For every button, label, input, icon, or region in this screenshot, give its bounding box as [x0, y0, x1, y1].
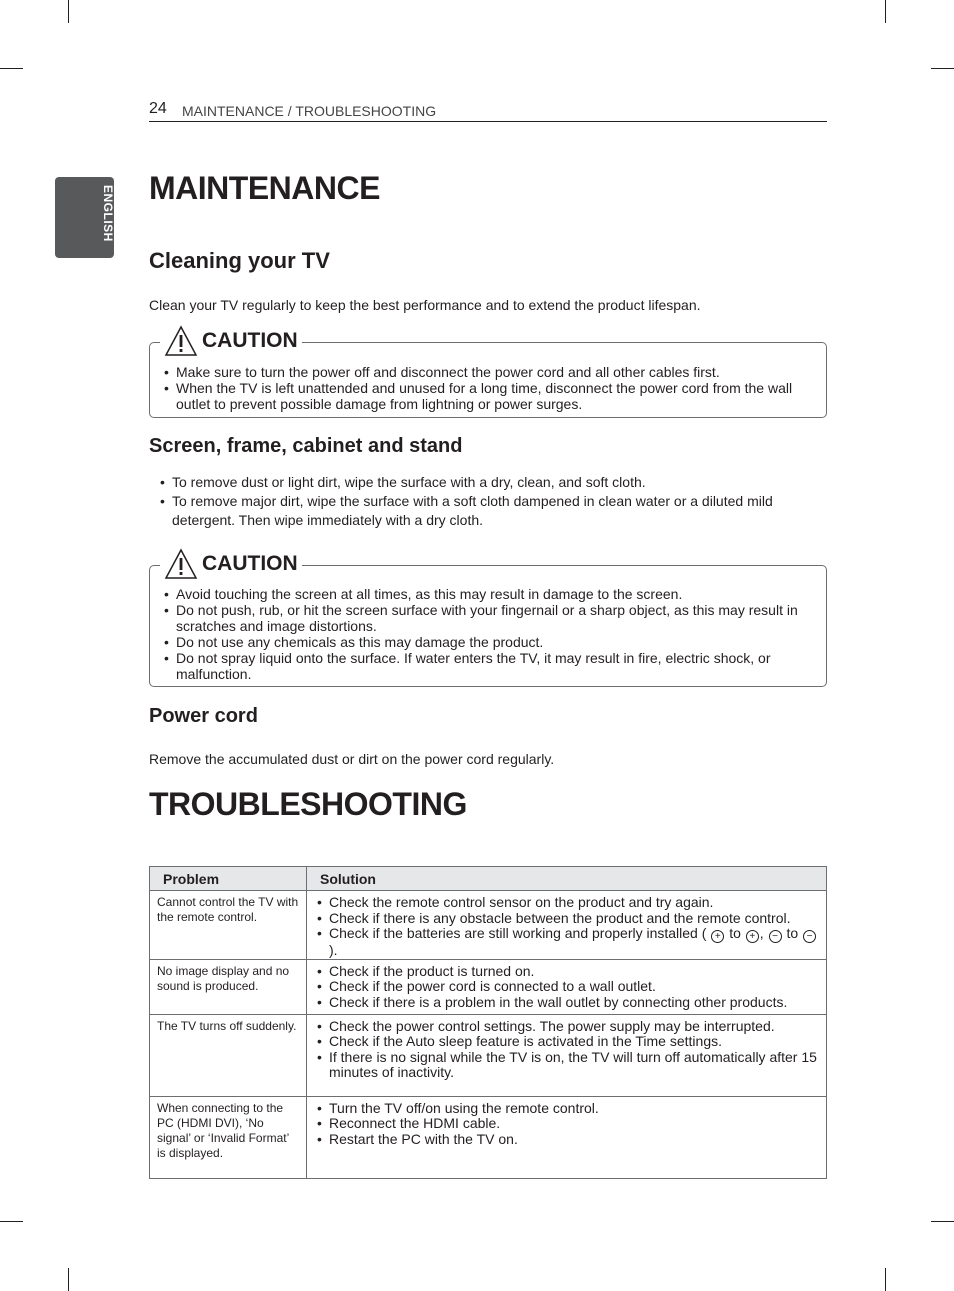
- column-header-problem: Problem: [150, 867, 307, 891]
- table-row: [150, 959, 827, 1014]
- list-item: • To remove major dirt, wipe the surface with a soft cloth dampened in clean water or a diluted mild detergent. Then wipe immediately with a dry cloth.: [160, 492, 815, 530]
- crop-mark: [931, 68, 954, 69]
- crop-mark: [885, 0, 886, 23]
- battery-to: to: [729, 925, 741, 941]
- table-header-row: [150, 867, 827, 891]
- table-row: [150, 891, 827, 960]
- solution-item: • Check if the batteries are still working and properly installed ( + to + , − to −).: [317, 926, 818, 959]
- cleaning-intro: Clean your TV regularly to keep the best performance and to extend the product lifespan.: [149, 297, 701, 313]
- caution-box: [149, 552, 827, 687]
- list-item: • To remove dust or light dirt, wipe the surface with a dry, clean, and soft cloth.: [160, 473, 815, 492]
- solution-item: • Check if the Auto sleep feature is activated in the Time settings.: [317, 1034, 818, 1050]
- problem-cell: Cannot control the TV with the remote control.: [150, 891, 307, 960]
- solution-cell: [307, 1096, 827, 1178]
- power-cord-text: Remove the accumulated dust or dirt on the power cord regularly.: [149, 751, 555, 767]
- caution-box: [149, 329, 827, 418]
- screen-cleaning-list: [160, 473, 815, 530]
- minus-circle-icon: −: [769, 930, 782, 943]
- crop-mark: [68, 1268, 69, 1291]
- language-tab: [55, 177, 114, 258]
- solution-item: • Check if the power cord is connected to a wall outlet.: [317, 979, 818, 995]
- caution-item: • Do not use any chemicals as this may damage the product.: [164, 634, 814, 650]
- page-title: MAINTENANCE: [149, 170, 380, 206]
- caution-item: • Do not push, rub, or hit the screen surface with your fingernail or a sharp object, as this may result in scratches and image distortions.: [164, 602, 814, 634]
- table-row: [150, 1096, 827, 1178]
- plus-circle-icon: +: [746, 930, 759, 943]
- solution-item: • Turn the TV off/on using the remote control.: [317, 1101, 818, 1117]
- troubleshooting-table: [149, 866, 827, 1179]
- solution-item: • Check the power control settings. The power supply may be interrupted.: [317, 1019, 818, 1035]
- battery-text: Check if the batteries are still working and properly installed (: [329, 925, 707, 941]
- crop-mark: [931, 1221, 954, 1222]
- caution-item: • Avoid touching the screen at all times, as this may result in damage to the screen.: [164, 586, 814, 602]
- solution-cell: [307, 959, 827, 1014]
- header-rule: [149, 121, 827, 122]
- table-row: [150, 1014, 827, 1096]
- troubleshooting-title: TROUBLESHOOTING: [149, 786, 467, 822]
- solution-item: • Check the remote control sensor on the product and try again.: [317, 895, 818, 911]
- caution-label: CAUTION: [202, 552, 298, 575]
- running-header: MAINTENANCE / TROUBLESHOOTING: [182, 103, 437, 119]
- section-heading-power-cord: Power cord: [149, 705, 258, 727]
- solution-cell: [307, 891, 827, 960]
- solution-item: • Check if there is a problem in the wall outlet by connecting other products.: [317, 995, 818, 1011]
- caution-header: [160, 546, 302, 582]
- problem-cell: No image display and no sound is produced.: [150, 959, 307, 1014]
- problem-cell: The TV turns off suddenly.: [150, 1014, 307, 1096]
- solution-item: • Check if there is any obstacle between the product and the remote control.: [317, 911, 818, 927]
- caution-item: • Make sure to turn the power off and disconnect the power cord and all other cables first.: [164, 364, 814, 380]
- problem-cell: When connecting to the PC (HDMI DVI), ‘No signal’ or ‘Invalid Format’ is displayed.: [150, 1096, 307, 1178]
- caution-label: CAUTION: [202, 329, 298, 352]
- section-heading-cleaning: Cleaning your TV: [149, 248, 330, 273]
- minus-circle-icon: −: [803, 930, 816, 943]
- solution-item: • Check if the product is turned on.: [317, 964, 818, 980]
- page-number: 24: [149, 100, 167, 117]
- crop-mark: [0, 68, 23, 69]
- battery-end: ).: [329, 942, 338, 958]
- crop-mark: [885, 1268, 886, 1291]
- caution-list: [164, 586, 814, 682]
- language-tab-label: ENGLISH: [101, 185, 115, 242]
- caution-header: [160, 323, 302, 359]
- crop-mark: [0, 1221, 23, 1222]
- caution-item: • When the TV is left unattended and unused for a long time, disconnect the power cord from the wall outlet to prevent possible damage from lightning or power surges.: [164, 380, 814, 412]
- warning-triangle-icon: [164, 548, 198, 580]
- caution-item: • Do not spray liquid onto the surface. If water enters the TV, it may result in fire, electric shock, or malfunction.: [164, 650, 814, 682]
- solution-item: • Reconnect the HDMI cable.: [317, 1116, 818, 1132]
- solution-item: • Restart the PC with the TV on.: [317, 1132, 818, 1148]
- warning-triangle-icon: [164, 325, 198, 357]
- section-heading-screen: Screen, frame, cabinet and stand: [149, 435, 463, 457]
- battery-to: to: [786, 925, 799, 941]
- crop-mark: [68, 0, 69, 23]
- solution-cell: [307, 1014, 827, 1096]
- caution-list: [164, 364, 814, 412]
- plus-circle-icon: +: [711, 930, 724, 943]
- solution-item: • If there is no signal while the TV is on, the TV will turn off automatically after 15 minutes of inactivity.: [317, 1050, 818, 1081]
- column-header-solution: Solution: [307, 867, 827, 891]
